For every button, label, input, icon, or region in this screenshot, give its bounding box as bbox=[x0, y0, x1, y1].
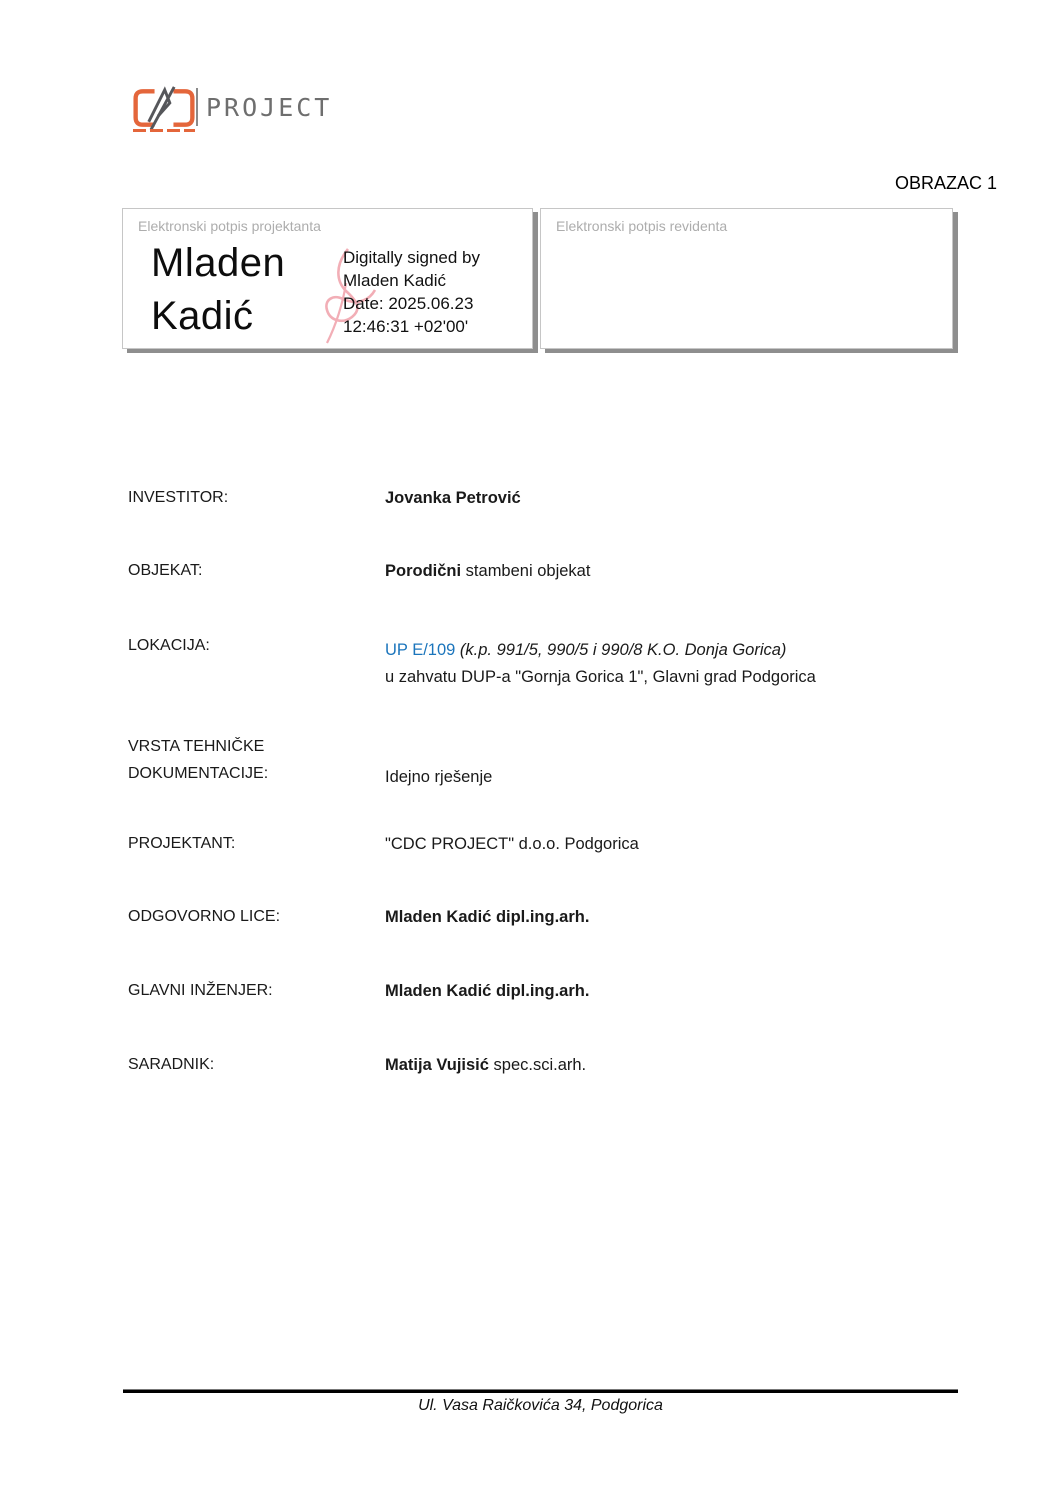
field-value bbox=[385, 637, 816, 691]
field-label-line1: VRSTA TEHNIČKE bbox=[128, 738, 265, 755]
logo-tagline bbox=[133, 129, 195, 132]
field-value: Mladen Kadić dipl.ing.arh. bbox=[385, 982, 590, 1000]
footer-address: Ul. Vasa Raičkovića 34, Podgorica bbox=[418, 1397, 663, 1414]
signature-panel-title: Elektronski potpis projektanta bbox=[138, 218, 321, 234]
form-row-investitor bbox=[128, 489, 521, 508]
signature-name-line1: Mladen bbox=[151, 241, 286, 285]
form-row-saradnik bbox=[128, 1056, 586, 1075]
lokacija-line2: u zahvatu DUP-a "Gornja Gorica 1", Glavni grad Podgorica bbox=[385, 668, 816, 686]
field-label: OBJEKAT: bbox=[128, 562, 203, 579]
field-label-line2: DOKUMENTACIJE: bbox=[128, 765, 269, 782]
form-row-lokacija bbox=[128, 637, 816, 691]
field-label: INVESTITOR: bbox=[128, 489, 229, 506]
field-label: SARADNIK: bbox=[128, 1056, 215, 1073]
lokacija-line1 bbox=[385, 641, 786, 659]
signature-name bbox=[151, 237, 285, 343]
cdc-logo-mark-icon bbox=[132, 85, 196, 131]
field-label bbox=[128, 733, 385, 787]
logo-divider bbox=[196, 88, 198, 126]
form-row-glavni-inzenjer bbox=[128, 982, 589, 1001]
field-value-rest: spec.sci.arh. bbox=[488, 1056, 587, 1074]
parcel-note: (k.p. 991/5, 990/5 i 990/8 K.O. Donja Gorica) bbox=[455, 641, 787, 659]
footer-rule bbox=[123, 1389, 958, 1393]
up-number-link[interactable]: UP E/109 bbox=[385, 641, 456, 659]
cdc-project-logo bbox=[130, 82, 370, 138]
field-value bbox=[385, 562, 590, 581]
logo-wordmark: PROJECT bbox=[206, 93, 333, 122]
field-label: GLAVNI INŽENJER: bbox=[128, 982, 273, 999]
form-row-projektant bbox=[128, 835, 639, 854]
signature-details-line: Mladen Kadić bbox=[343, 271, 447, 290]
field-value: "CDC PROJECT" d.o.o. Podgorica bbox=[385, 835, 639, 853]
field-label: PROJEKTANT: bbox=[128, 835, 236, 852]
field-label: LOKACIJA: bbox=[128, 637, 210, 654]
signature-panel-title: Elektronski potpis revidenta bbox=[556, 218, 728, 234]
signature-field-projektant[interactable] bbox=[122, 208, 533, 349]
obrazac-label: OBRAZAC 1 bbox=[894, 173, 997, 193]
field-value-bold: Porodični bbox=[385, 562, 462, 580]
form-row-vrsta-dokumentacije bbox=[128, 733, 492, 787]
field-value: Idejno rješenje bbox=[385, 768, 493, 786]
signature-details-line: Digitally signed by bbox=[343, 248, 481, 267]
field-value-rest: stambeni objekat bbox=[461, 562, 591, 580]
form-row-odgovorno-lice bbox=[128, 908, 589, 927]
field-value-bold: Matija Vujisić bbox=[385, 1056, 489, 1074]
field-label: ODGOVORNO LICE: bbox=[128, 908, 281, 925]
signature-details-line: 12:46:31 +02'00' bbox=[343, 317, 469, 336]
signature-details-line: Date: 2025.06.23 bbox=[343, 294, 474, 313]
signature-name-line2: Kadić bbox=[151, 294, 254, 338]
field-value: Mladen Kadić dipl.ing.arh. bbox=[385, 908, 590, 926]
signature-field-revident[interactable] bbox=[540, 208, 953, 349]
field-value: Jovanka Petrović bbox=[385, 489, 521, 507]
signature-details bbox=[343, 246, 480, 338]
form-row-objekat bbox=[128, 562, 590, 581]
field-value bbox=[385, 1056, 586, 1075]
